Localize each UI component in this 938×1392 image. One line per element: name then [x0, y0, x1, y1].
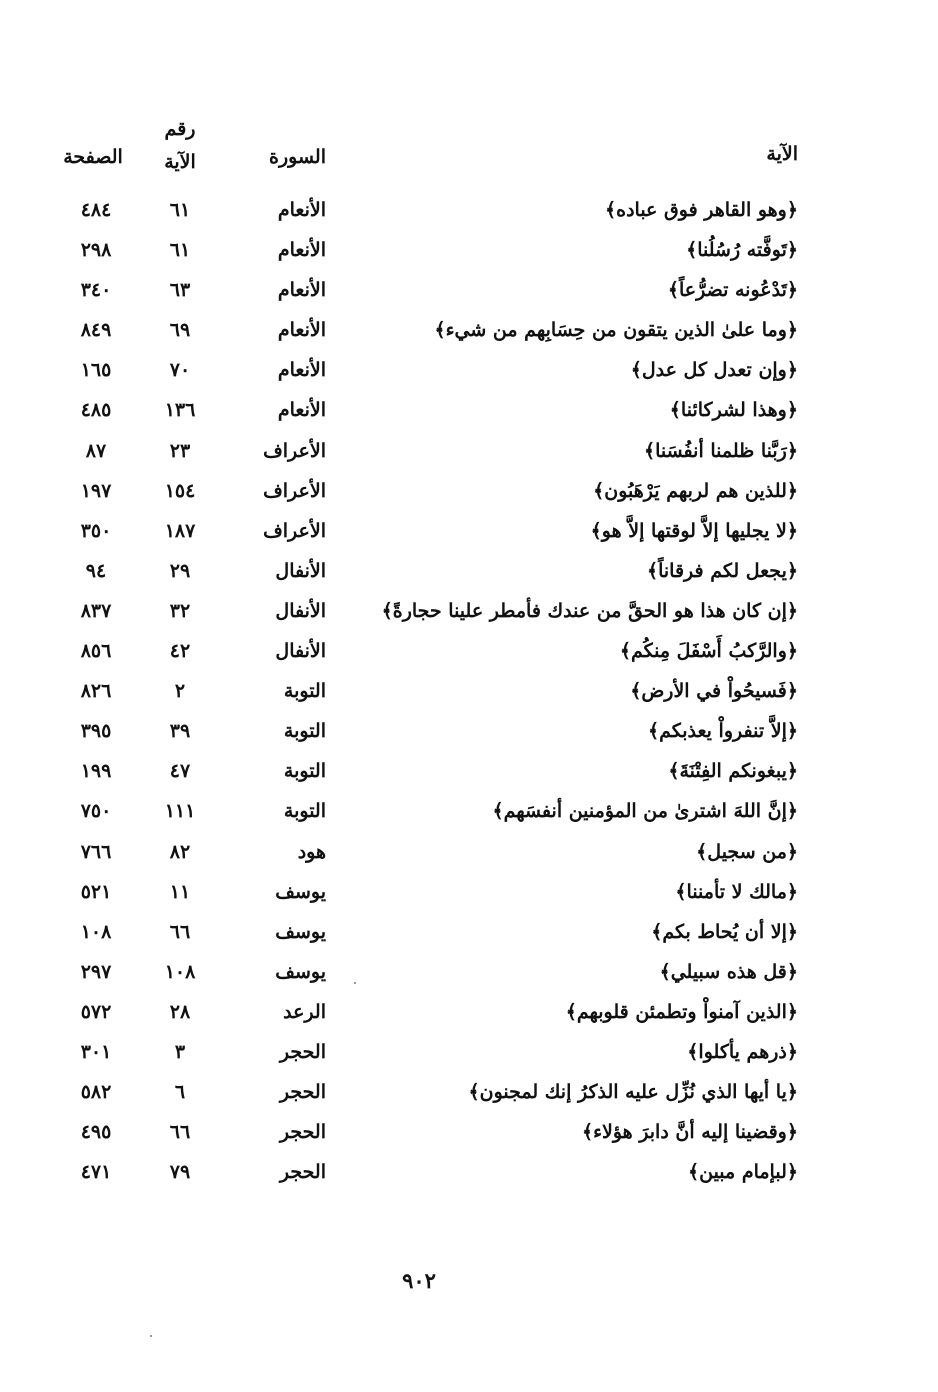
ayah-number: ٦٩ — [169, 319, 191, 342]
ayah-number: ٦١ — [169, 239, 191, 262]
table-row — [0, 631, 938, 671]
table-row — [0, 270, 938, 310]
surah-name: الأنفال — [275, 559, 326, 582]
table-row — [0, 390, 938, 430]
table-row — [0, 1112, 938, 1152]
page-ref: ٤٨٤ — [80, 199, 112, 221]
surah-name: الأنعام — [277, 279, 326, 302]
ayah-number: ٢٨ — [169, 1000, 191, 1023]
surah-name: التوبة — [283, 760, 326, 783]
surah-name: الأنفال — [275, 640, 326, 663]
surah-name: الرعد — [283, 1000, 326, 1023]
speck — [354, 982, 356, 984]
table-row — [0, 511, 938, 551]
ayah-number: ٧٩ — [169, 1161, 191, 1184]
ayah-number: ١١ — [169, 880, 191, 903]
surah-name: الأعراف — [263, 519, 326, 542]
table-row — [0, 471, 938, 511]
page-ref: ٣٩٥ — [80, 720, 112, 743]
ayah-text: ﴿إلا أن يُحاط بكم﴾ — [651, 920, 798, 943]
ayah-text: ﴿يا أيها الذي نُزِّل عليه الذكرُ إنك لمجنون﴾ — [468, 1081, 798, 1104]
header-ayah: الآية — [766, 143, 798, 165]
surah-name: التوبة — [283, 680, 326, 703]
ayah-number: ٦٦ — [169, 920, 191, 943]
page-ref: ١٩٩ — [80, 760, 112, 783]
surah-name: الأنعام — [277, 239, 326, 262]
page-number: ٩٠٢ — [402, 1268, 436, 1293]
table-row — [0, 711, 938, 751]
page-ref: ٨٢٦ — [80, 680, 112, 703]
surah-name: الحجر — [279, 1121, 326, 1144]
ayah-number: ٣٢ — [169, 599, 191, 622]
ayah-text: ﴿لا يجليها إلاَّ لوقتها إلاَّ هو﴾ — [590, 519, 798, 542]
page-ref: ٧٦٦ — [80, 840, 112, 863]
page-ref: ١٩٧ — [80, 479, 112, 502]
surah-name: الأعراف — [263, 439, 326, 462]
table-row — [0, 310, 938, 350]
table-row — [0, 190, 938, 230]
page-ref: ٢٩٨ — [80, 239, 112, 262]
page-ref: ٨٧ — [85, 439, 107, 462]
table-row — [0, 1152, 938, 1192]
ayah-text: ﴿يبغونكم الفِتْنَةَ﴾ — [668, 760, 798, 783]
ayah-number: ٢٩ — [169, 559, 191, 582]
header-surah: السورة — [269, 146, 326, 168]
ayah-text: ﴿الذين آمنواْ وتطمئن قلوبهم﴾ — [565, 1000, 798, 1023]
surah-name: الحجر — [279, 1081, 326, 1104]
surah-name: التوبة — [283, 800, 326, 823]
ayah-number: ٦١ — [169, 199, 191, 221]
table-row — [0, 1032, 938, 1072]
page-ref: ٨٣٧ — [80, 599, 112, 622]
table-row — [0, 992, 938, 1032]
ayah-number: ١١١ — [164, 800, 196, 823]
ayah-text: ﴿وإن تعدل كل عدل﴾ — [630, 359, 798, 382]
ayah-text: ﴿مالك لا تأمننا﴾ — [675, 880, 798, 903]
header-ayah-number: رقم الآية — [164, 118, 196, 173]
ayah-text: ﴿والرَّكبُ أَسْفَلَ مِنكُم﴾ — [619, 640, 798, 663]
page-ref: ٥٨٢ — [80, 1081, 112, 1104]
ayah-text: ﴿إنَّ اللهَ اشترىٰ من المؤمنين أنفسَهم﴾ — [492, 800, 798, 823]
surah-name: الحجر — [279, 1040, 326, 1063]
ayah-text: ﴿وهذا لشركائنا﴾ — [669, 399, 798, 422]
surah-name: يوسف — [275, 960, 326, 983]
ayah-text: ﴿ذرهم يأكلوا﴾ — [687, 1040, 798, 1063]
surah-name: الأنعام — [277, 199, 326, 221]
table-row — [0, 791, 938, 831]
ayah-text: ﴿إن كان هذا هو الحقَّ من عندك فأمطر علينا حجارةً﴾ — [381, 599, 798, 622]
ayah-number: ٢٣ — [169, 439, 191, 462]
table-row — [0, 912, 938, 952]
table-row — [0, 350, 938, 390]
table-row — [0, 1072, 938, 1112]
table-row — [0, 431, 938, 471]
ayah-number: ٤٧ — [169, 760, 191, 783]
ayah-text: ﴿وما علىٰ الذين يتقون من حِسَابِهم من شيء﴾ — [434, 319, 798, 342]
page-ref: ٥٧٢ — [80, 1000, 112, 1023]
ayah-number: ١٨٧ — [164, 519, 196, 542]
ayah-number: ١٥٤ — [164, 479, 196, 502]
table-row — [0, 832, 938, 872]
surah-name: الأنعام — [277, 319, 326, 342]
ayah-text: ﴿لبإمام مبين﴾ — [687, 1161, 798, 1184]
index-table — [0, 190, 938, 1192]
ayah-number: ٣٩ — [169, 720, 191, 743]
ayah-number: ٨٢ — [169, 840, 191, 863]
page-ref: ٣٥٠ — [80, 519, 112, 542]
page-ref: ٤٩٥ — [80, 1121, 112, 1144]
ayah-number: ٣ — [174, 1040, 186, 1063]
page-ref: ٧٥٠ — [80, 800, 112, 823]
ayah-number: ٢ — [174, 680, 186, 703]
table-row — [0, 551, 938, 591]
page-ref: ٨٥٦ — [80, 640, 112, 663]
page-ref: ٣٤٠ — [80, 279, 112, 302]
table-row — [0, 230, 938, 270]
ayah-text: ﴿إلاَّ تنفرواْ يعذبكم﴾ — [647, 720, 798, 743]
table-row — [0, 872, 938, 912]
ayah-number: ٦٣ — [169, 279, 191, 302]
ayah-text: ﴿رَبَّنا ظلمنا أنفُسَنا﴾ — [643, 439, 798, 462]
page-ref: ٤٧١ — [80, 1161, 112, 1184]
page-ref: ١٦٥ — [80, 359, 112, 382]
ayah-number: ١٠٨ — [164, 960, 196, 983]
surah-name: هود — [297, 840, 326, 863]
ayah-text: ﴿وقضينا إليه أنَّ دابرَ هؤلاء﴾ — [581, 1121, 798, 1144]
surah-name: التوبة — [283, 720, 326, 743]
table-row — [0, 591, 938, 631]
page-ref: ٩٤ — [85, 559, 107, 582]
page-ref: ٥٢١ — [80, 880, 112, 903]
speck — [150, 1335, 152, 1337]
ayah-text: ﴿من سجيل﴾ — [696, 840, 798, 863]
page-ref: ٨٤٩ — [80, 319, 112, 342]
ayah-text: ﴿قل هذه سبيلي﴾ — [659, 960, 798, 983]
page-ref: ٢٩٧ — [80, 960, 112, 983]
table-row — [0, 671, 938, 711]
ayah-number: ٦ — [174, 1081, 186, 1104]
surah-name: الأعراف — [263, 479, 326, 502]
ayah-text: ﴿وهو القاهر فوق عباده﴾ — [604, 199, 798, 221]
surah-name: يوسف — [275, 920, 326, 943]
surah-name: الأنفال — [275, 599, 326, 622]
page-ref: ٤٨٥ — [80, 399, 112, 422]
ayah-number: ٤٢ — [169, 640, 191, 663]
ayah-number: ١٣٦ — [164, 399, 196, 422]
surah-name: الأنعام — [277, 359, 326, 382]
header-page: الصفحة — [63, 146, 123, 168]
surah-name: الحجر — [279, 1161, 326, 1184]
ayah-text: ﴿يجعل لكم فرقاناً﴾ — [646, 559, 798, 582]
page-ref: ٣٠١ — [80, 1040, 112, 1063]
surah-name: يوسف — [275, 880, 326, 903]
ayah-number: ٧٠ — [169, 359, 191, 382]
ayah-text: ﴿تَوفَّته رُسُلُنا﴾ — [686, 239, 798, 262]
ayah-text: ﴿للذين هم لربهم يَرْهَبُون﴾ — [593, 479, 798, 502]
ayah-number: ٦٦ — [169, 1121, 191, 1144]
ayah-text: ﴿تَدْعُونه تضرُّعاً﴾ — [667, 279, 798, 302]
table-row — [0, 952, 938, 992]
page-ref: ١٠٨ — [80, 920, 112, 943]
ayah-text: ﴿فَسيحُواْ في الأرض﴾ — [630, 680, 798, 703]
table-row — [0, 751, 938, 791]
surah-name: الأنعام — [277, 399, 326, 422]
